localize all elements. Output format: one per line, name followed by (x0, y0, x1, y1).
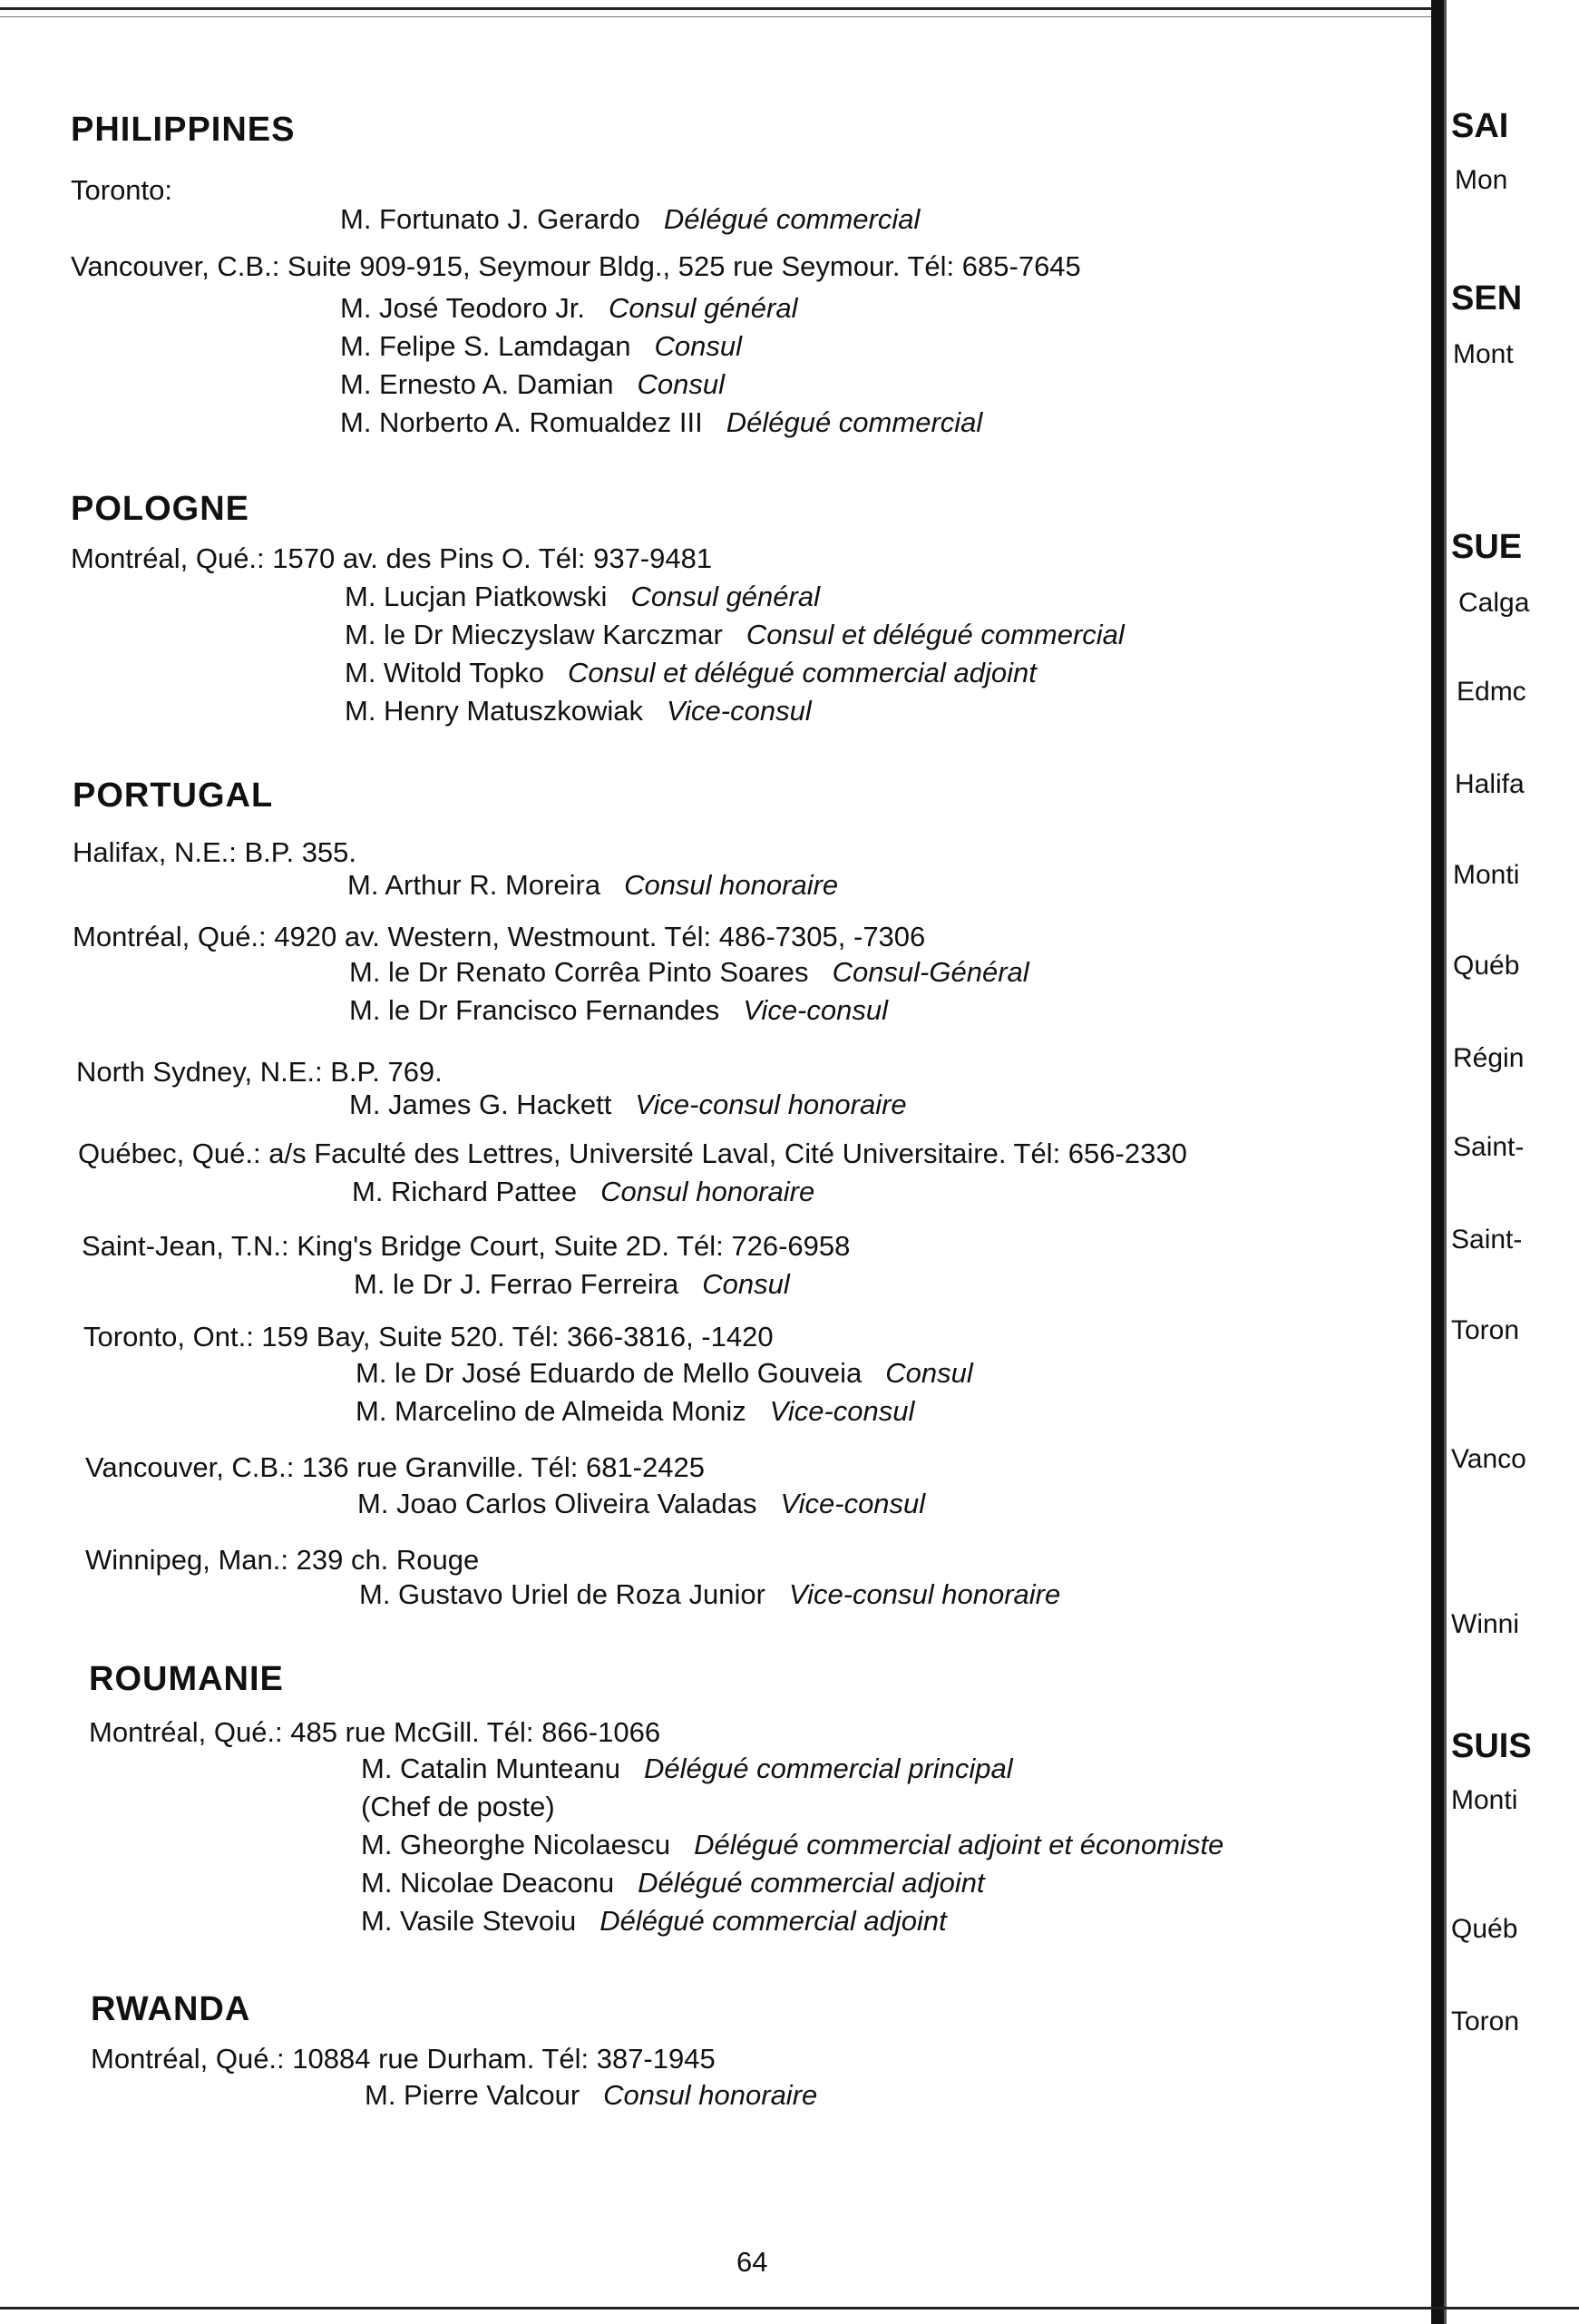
person-line (361, 1791, 555, 1823)
person-role: Consul (885, 1357, 973, 1389)
city-line: Montréal, Qué.: 485 rue McGill. Tél: 866-1066 (89, 1716, 661, 1748)
person-role: Consul général (608, 292, 798, 324)
person-name: M. le Dr Renato Corrêa Pinto Soares (349, 956, 809, 988)
adjacent-heading: SAI (1451, 107, 1509, 145)
adjacent-city: Mon (1455, 165, 1508, 195)
person-name: M. Catalin Munteanu (361, 1753, 621, 1784)
person-name: M. Fortunato J. Gerardo (340, 203, 640, 235)
person-name: M. Gustavo Uriel de Roza Junior (359, 1578, 765, 1610)
person-name: M. Lucjan Piatkowski (345, 581, 608, 612)
person-line (349, 994, 888, 1027)
adjacent-city: Winni (1451, 1609, 1520, 1639)
person-role: Vice-consul (780, 1488, 926, 1519)
person-name: M. le Dr José Eduardo de Mello Gouveia (356, 1357, 863, 1389)
person-name: M. Witold Topko (345, 657, 544, 688)
person-role: Consul et délégué commercial (746, 619, 1125, 650)
page-number: 64 (736, 2246, 768, 2278)
city-line: Vancouver, C.B.: 136 rue Granville. Tél: 681-2425 (85, 1451, 705, 1483)
person-role: Vice-consul (667, 695, 812, 727)
person-role: Consul honoraire (624, 869, 839, 901)
person-name: M. Felipe S. Lamdagan (340, 330, 631, 362)
person-role: Consul et délégué commercial adjoint (567, 657, 1037, 688)
person-name: M. Gheorghe Nicolaescu (361, 1829, 671, 1860)
person-role: Délégué commercial (726, 406, 983, 438)
person-line (347, 869, 838, 902)
person-line (340, 330, 742, 363)
person-line (356, 1357, 973, 1390)
city-line: North Sydney, N.E.: B.P. 769. (76, 1056, 443, 1088)
person-line (340, 292, 797, 325)
city-line: Winnipeg, Man.: 239 ch. Rouge (85, 1544, 480, 1576)
adjacent-city: Toron (1451, 2007, 1520, 2036)
person-role: Consul honoraire (603, 2079, 818, 2111)
person-line (359, 1578, 1060, 1611)
adjacent-city: Saint- (1451, 1225, 1523, 1255)
adjacent-heading: SUIS (1451, 1727, 1532, 1765)
adjacent-city: Vanco (1451, 1444, 1526, 1474)
person-line (361, 1867, 985, 1899)
person-role: Vice-consul (743, 994, 888, 1026)
adjacent-city: Monti (1453, 860, 1520, 890)
person-name: M. Arthur R. Moreira (347, 869, 601, 901)
person-line (361, 1753, 1013, 1785)
person-role: Consul (654, 330, 743, 362)
person-role: Consul (637, 368, 726, 400)
adjacent-heading: SEN (1451, 279, 1523, 317)
country-heading: POLOGNE (71, 490, 250, 528)
person-line (345, 695, 812, 727)
person-line (361, 1905, 947, 1938)
city-line: Toronto: (71, 174, 173, 206)
person-name: M. Joao Carlos Oliveira Valadas (357, 1488, 757, 1519)
person-role: Délégué commercial adjoint (638, 1867, 985, 1899)
city-line: Montréal, Qué.: 10884 rue Durham. Tél: 387-1945 (91, 2043, 716, 2075)
country-heading: ROUMANIE (89, 1660, 284, 1698)
person-name: M. Marcelino de Almeida Moniz (356, 1395, 746, 1427)
city-line: Québec, Qué.: a/s Faculté des Lettres, Université Laval, Cité Universitaire. Tél: 656-2330 (78, 1138, 1187, 1169)
person-line (345, 581, 820, 613)
adjacent-city: Saint- (1453, 1132, 1525, 1162)
person-line (361, 1829, 1223, 1861)
person-name: M. Ernesto A. Damian (340, 368, 614, 400)
person-name: M. Vasile Stevoiu (361, 1905, 577, 1937)
person-name: M. Norberto A. Romualdez III (340, 406, 703, 438)
person-line (356, 1395, 914, 1428)
page-gutter-edge (1444, 0, 1447, 2324)
adjacent-heading: SUE (1451, 528, 1523, 566)
person-name: M. José Teodoro Jr. (340, 292, 585, 324)
person-role: Délégué commercial adjoint (599, 1905, 947, 1937)
person-line (340, 406, 982, 439)
person-role: Délégué commercial principal (644, 1753, 1013, 1784)
person-line (349, 1089, 907, 1121)
person-role: Vice-consul honoraire (635, 1089, 907, 1120)
person-name: (Chef de poste) (361, 1791, 555, 1822)
person-line (345, 657, 1037, 689)
person-role: Vice-consul honoraire (788, 1578, 1061, 1610)
adjacent-city: Mont (1453, 339, 1514, 369)
adjacent-city: Toron (1451, 1315, 1520, 1345)
adjacent-city: Québ (1451, 1914, 1518, 1944)
city-line: Halifax, N.E.: B.P. 355. (73, 836, 357, 868)
person-line (340, 203, 920, 236)
adjacent-city: Régin (1453, 1043, 1525, 1073)
person-role: Délégué commercial adjoint et économiste (694, 1829, 1224, 1860)
person-role: Vice-consul (769, 1395, 915, 1427)
person-role: Délégué commercial (663, 203, 921, 235)
city-line: Toronto, Ont.: 159 Bay, Suite 520. Tél: 366-3816, -1420 (83, 1321, 774, 1352)
person-line (357, 1488, 925, 1520)
city-line: Montréal, Qué.: 1570 av. des Pins O. Tél: 937-9481 (71, 542, 713, 574)
person-name: M. James G. Hackett (349, 1089, 612, 1120)
city-line: Montréal, Qué.: 4920 av. Western, Westmount. Tél: 486-7305, -7306 (73, 921, 926, 952)
person-role: Consul honoraire (600, 1176, 815, 1207)
person-line (340, 368, 725, 401)
person-role: Consul (702, 1268, 790, 1300)
adjacent-city: Calga (1458, 588, 1530, 618)
person-line (345, 619, 1125, 651)
person-line (349, 956, 1029, 989)
adjacent-page-fragment (1451, 0, 1579, 2324)
person-name: M. Richard Pattee (352, 1176, 578, 1207)
adjacent-city: Edmc (1457, 677, 1526, 707)
city-line: Vancouver, C.B.: Suite 909-915, Seymour Bldg., 525 rue Seymour. Tél: 685-7645 (71, 250, 1081, 282)
adjacent-city: Québ (1453, 951, 1520, 981)
person-name: M. le Dr Francisco Fernandes (349, 994, 720, 1026)
country-heading: RWANDA (91, 1990, 251, 2028)
person-role: Consul général (630, 581, 820, 612)
person-line (352, 1176, 814, 1208)
person-line (354, 1268, 790, 1301)
person-name: M. le Dr J. Ferrao Ferreira (354, 1268, 679, 1300)
country-heading: PORTUGAL (73, 776, 274, 815)
person-name: M. Pierre Valcour (365, 2079, 580, 2111)
country-heading: PHILIPPINES (71, 111, 296, 149)
person-name: M. Henry Matuszkowiak (345, 695, 644, 727)
person-name: M. le Dr Mieczyslaw Karczmar (345, 619, 723, 650)
person-role: Consul-Général (832, 956, 1029, 988)
adjacent-city: Halifa (1455, 769, 1525, 799)
city-line: Saint-Jean, T.N.: King's Bridge Court, Suite 2D. Tél: 726-6958 (82, 1230, 851, 1262)
page-gutter (1431, 0, 1444, 2324)
person-name: M. Nicolae Deaconu (361, 1867, 615, 1899)
adjacent-city: Monti (1451, 1785, 1518, 1815)
person-line (365, 2079, 817, 2112)
